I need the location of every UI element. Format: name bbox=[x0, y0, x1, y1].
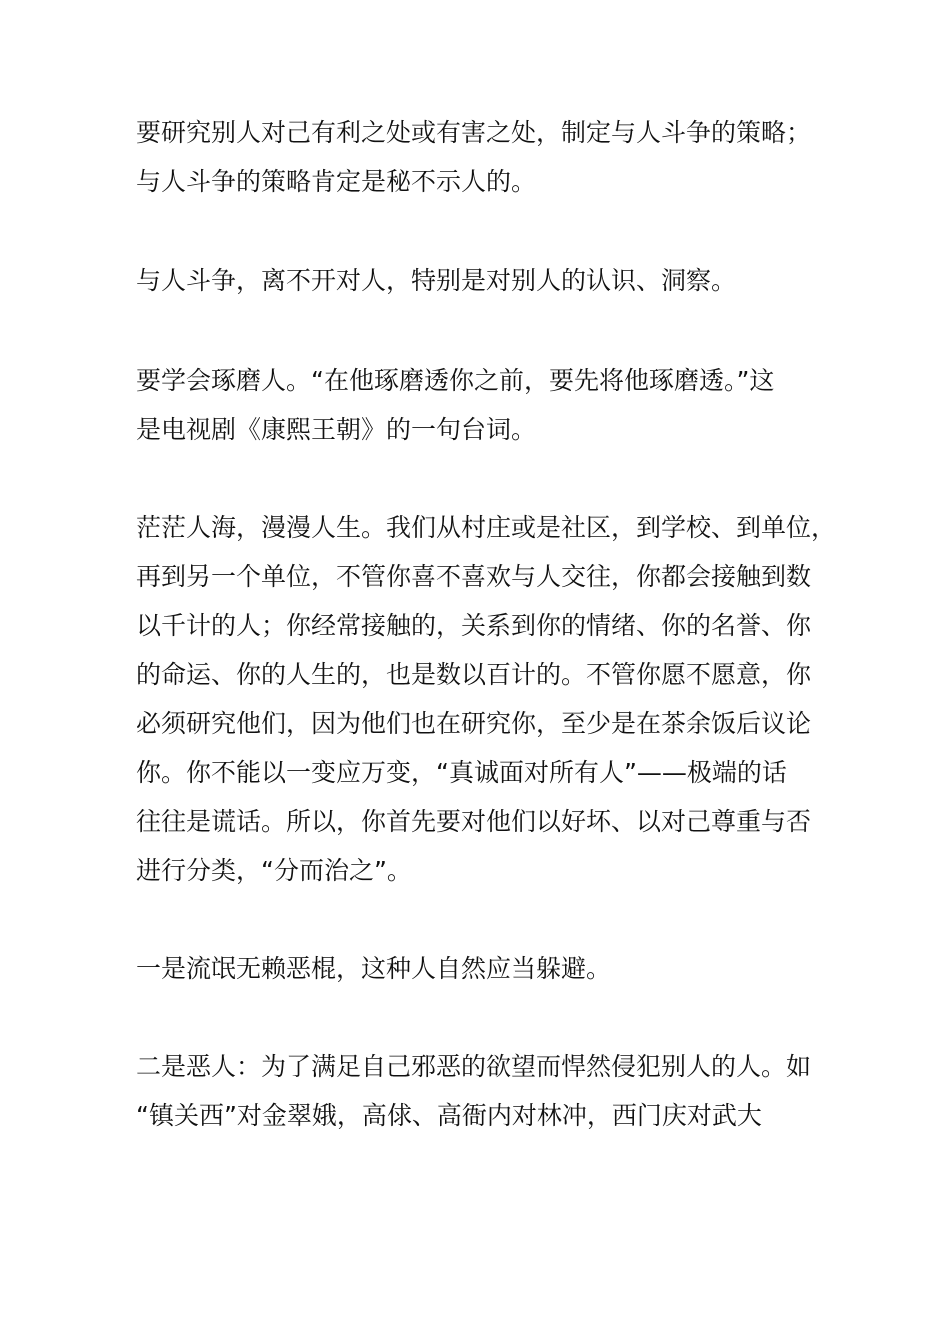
paragraph-line: 你。你不能以一变应万变，“真诚面对所有人”——极端的话 bbox=[136, 758, 787, 787]
paragraph-line: 二是恶人：为了满足自己邪恶的欲望而悍然侵犯别人的人。如 bbox=[136, 1052, 812, 1081]
paragraph-line: 再到另一个单位，不管你喜不喜欢与人交往，你都会接触到数 bbox=[136, 562, 812, 591]
paragraph-5 bbox=[136, 944, 836, 993]
paragraph-line: 要学会琢磨人。“在他琢磨透你之前，要先将他琢磨透。”这 bbox=[136, 366, 775, 395]
paragraph-line: 与人斗争，离不开对人，特别是对别人的认识、洞察。 bbox=[136, 266, 737, 295]
paragraph-line: 茫茫人海，漫漫人生。我们从村庄或是社区，到学校、到单位， bbox=[136, 513, 837, 542]
paragraph-line: “镇关西”对金翠娥，高俅、高衙内对林冲，西门庆对武大 bbox=[136, 1101, 762, 1130]
paragraph-4 bbox=[136, 503, 836, 895]
paragraph-1 bbox=[136, 108, 836, 206]
paragraph-line: 必须研究他们，因为他们也在研究你，至少是在茶余饭后议论 bbox=[136, 709, 812, 738]
paragraph-line: 是电视剧《康熙王朝》的一句台词。 bbox=[136, 415, 537, 444]
paragraph-line: 一是流氓无赖恶棍，这种人自然应当躲避。 bbox=[136, 954, 612, 983]
paragraph-line: 与人斗争的策略肯定是秘不示人的。 bbox=[136, 167, 537, 196]
paragraph-2 bbox=[136, 256, 836, 305]
paragraph-line: 以千计的人；你经常接触的，关系到你的情绪、你的名誉、你 bbox=[136, 611, 812, 640]
paragraph-3 bbox=[136, 356, 836, 454]
paragraph-line: 往往是谎话。所以，你首先要对他们以好坏、以对己尊重与否 bbox=[136, 807, 812, 836]
paragraph-6 bbox=[136, 1042, 836, 1140]
paragraph-line: 要研究别人对己有利之处或有害之处，制定与人斗争的策略； bbox=[136, 118, 812, 147]
paragraph-line: 的命运、你的人生的，也是数以百计的。不管你愿不愿意，你 bbox=[136, 660, 812, 689]
paragraph-line: 进行分类，“分而治之”。 bbox=[136, 856, 412, 885]
